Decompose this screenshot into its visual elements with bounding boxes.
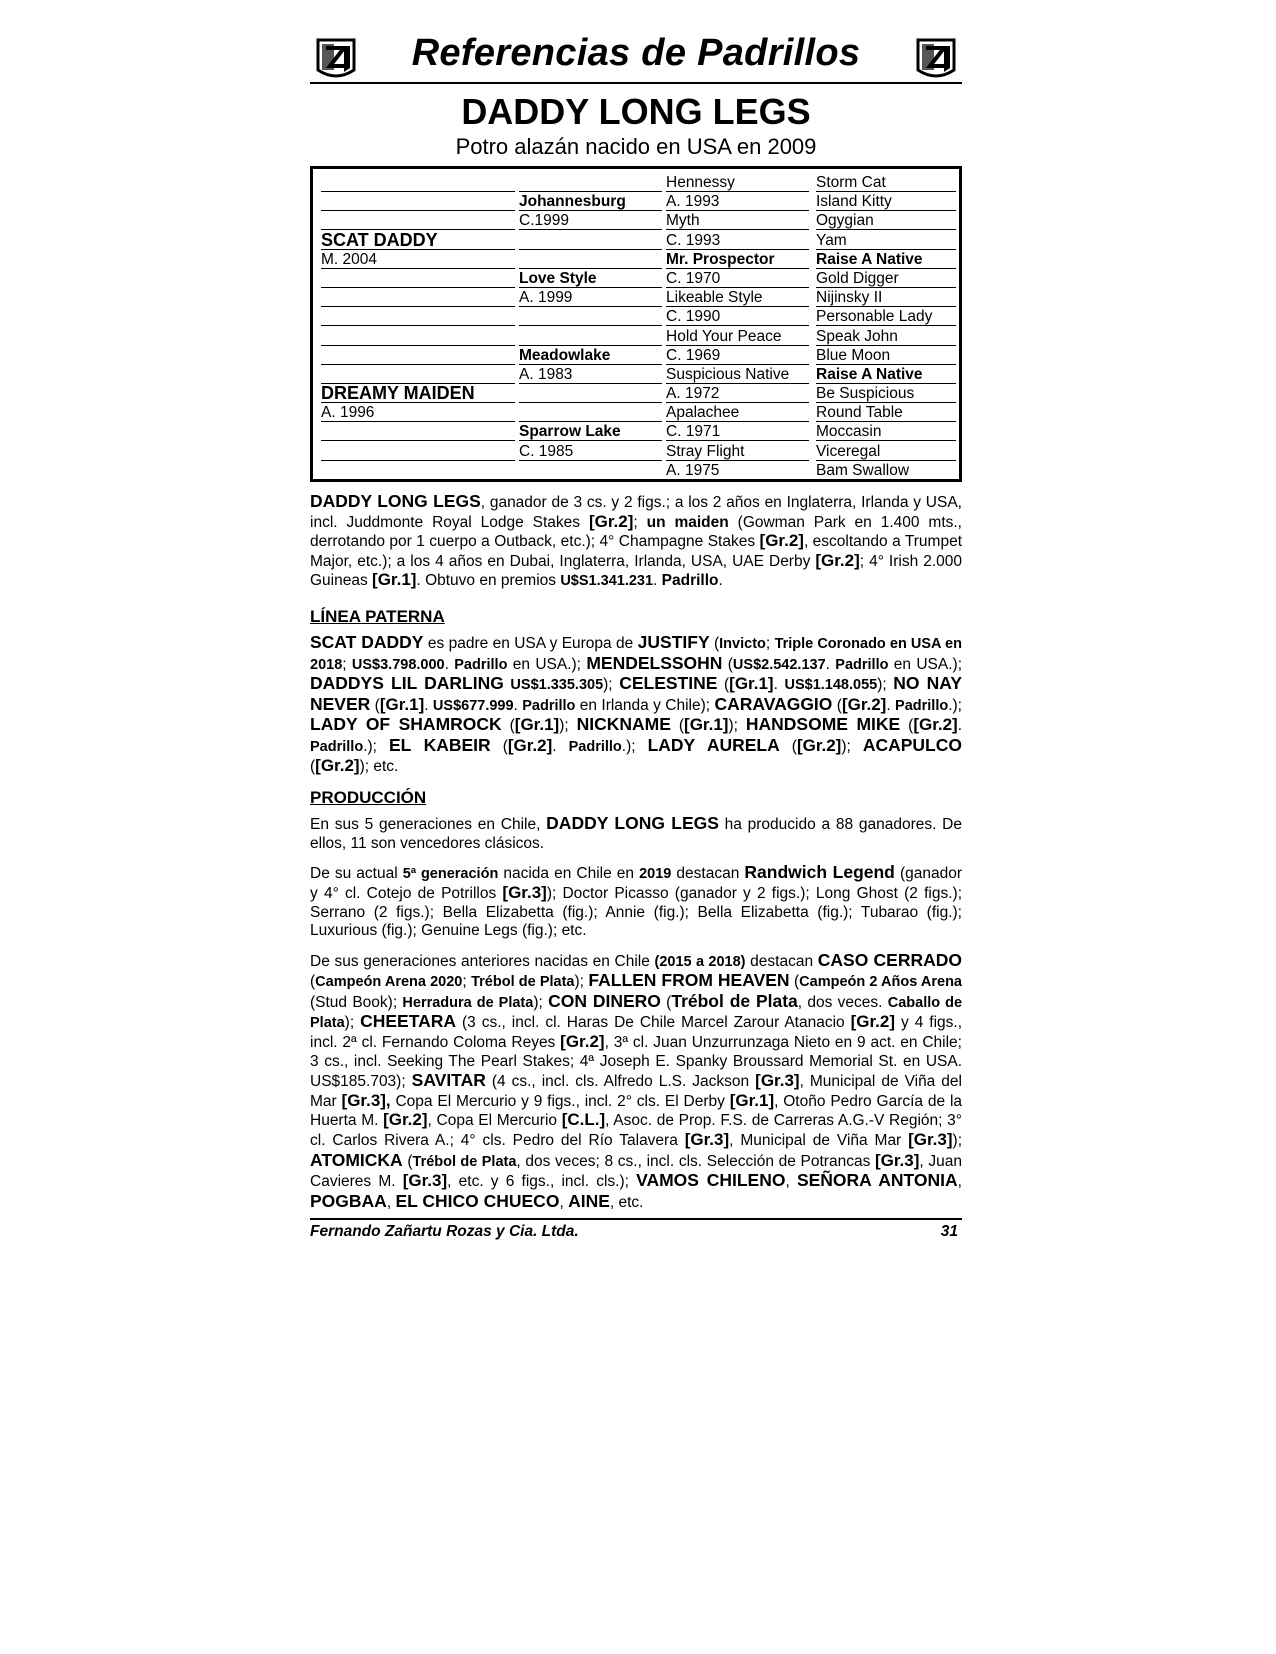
production-paragraph-3: De sus generaciones anteriores nacidas en Chile (2015 a 2018) destacan CASO CERRADO (Campeón Arena 2020; Trébol de Plata); FALLEN FROM HEAVEN (Campeón 2 Años Arena (Stud Book); Herradura de Plata); CON DINERO (Trébol de Plata, dos veces. Caballo de Plata); CHEETARA (3 cs., incl. cl. Haras De Chile Marcel Zarour Atanacio [Gr.2] y 4 figs., incl. 2ª cl. Fernando Coloma Reyes [Gr.2], 3ª cl. Juan Unzurrunzaga Nieto en 9 act. en Chile; 3 cs., incl. Seeking The Pearl Stakes; 4ª Joseph E. Spanky Broussard Memorial St. en USA. US$185.703); SAVITAR (4 cs., incl. cls. Alfredo L.S. Jackson [Gr.3], Municipal de Viña del Mar [Gr.3], Copa El Mercurio y 9 figs., incl. 2° cls. El Derby [Gr.1], Otoño Pedro García de la Huerta M. [Gr.2], Copa El Mercurio [C.L.], Asoc. de Prop. F.S. de Carreras A.G.-V Región; 3° cl. Carlos Rivera A.; 4° cls. Pedro del Río Talavera [Gr.3], Municipal de Viña Mar [Gr.3]); ATOMICKA (Trébol de Plata, dos veces; 8 cs., incl. cls. Selección de Potrancas [Gr.3], Juan Cavieres M. [Gr.3], etc. y 6 figs., incl. cls.); VAMOS CHILENO, SEÑORA ANTONIA, POGBAA, EL CHICO CHUECO, AINE, etc. xyxy=(310,949,963,1211)
pedigree-cell xyxy=(519,307,662,326)
paternal-line-heading: LÍNEA PATERNA xyxy=(310,606,445,626)
pedigree-cell xyxy=(321,269,515,288)
pedigree-row xyxy=(317,461,955,480)
pedigree-cell: Stray Flight xyxy=(666,442,809,461)
pedigree-cell: Raise A Native xyxy=(816,250,956,269)
pedigree-row xyxy=(317,250,955,269)
pedigree-row xyxy=(317,269,955,288)
page-header xyxy=(310,30,962,84)
pedigree-cell xyxy=(321,327,515,346)
pedigree-cell: M. 2004 xyxy=(321,250,515,269)
pedigree-cell: Hold Your Peace xyxy=(666,327,809,346)
pedigree-cell xyxy=(321,192,515,211)
pedigree-cell xyxy=(519,327,662,346)
pedigree-cell xyxy=(321,346,515,365)
pedigree-cell xyxy=(321,173,515,192)
pedigree-cell: Mr. Prospector xyxy=(666,250,809,269)
pedigree-cell: Personable Lady xyxy=(816,307,956,326)
pedigree-row xyxy=(317,365,955,384)
pedigree-cell: A. 1996 xyxy=(321,403,515,422)
pedigree-cell: Ogygian xyxy=(816,211,956,230)
pedigree-row xyxy=(317,211,955,230)
pedigree-cell: Sparrow Lake xyxy=(519,422,662,441)
pedigree-cell: Bam Swallow xyxy=(816,461,956,480)
pedigree-cell xyxy=(321,422,515,441)
pedigree-cell xyxy=(519,384,662,403)
paternal-line-paragraph: SCAT DADDY es padre en USA y Europa de JUSTIFY (Invicto; Triple Coronado en USA en 2018; US$3.798.000. Padrillo en USA.); MENDELSSOHN (US$2.542.137. Padrillo en USA.); DADDYS LIL DARLING US$1.335.305); CELESTINE ([Gr.1]. US$1.148.055); NO NAY NEVER ([Gr.1]. US$677.999. Padrillo en Irlanda y Chile); CARAVAGGIO ([Gr.2]. Padrillo.); LADY OF SHAMROCK ([Gr.1]); NICKNAME ([Gr.1]); HANDSOME MIKE ([Gr.2]. Padrillo.); EL KABEIR ([Gr.2]. Padrillo.); LADY AURELA ([Gr.2]); ACAPULCO ([Gr.2]); etc. xyxy=(310,631,963,775)
pedigree-cell xyxy=(321,211,515,230)
company-name: Fernando Zañartu Rozas y Cia. Ltda. xyxy=(310,1223,579,1241)
document-page xyxy=(310,30,962,1243)
production-paragraph-1: En sus 5 generaciones en Chile, DADDY LONG LEGS ha producido a 88 ganadores. De ellos, 11 son vencedores clásicos. xyxy=(310,813,962,852)
zr-logo-icon xyxy=(914,36,958,82)
pedigree-cell: C. 1971 xyxy=(666,422,809,441)
pedigree-cell: Moccasin xyxy=(816,422,956,441)
pedigree-cell: Storm Cat xyxy=(816,173,956,192)
pedigree-cell xyxy=(321,307,515,326)
pedigree-row xyxy=(317,403,955,422)
pedigree-cell: A. 1993 xyxy=(666,192,809,211)
pedigree-cell: A. 1972 xyxy=(666,384,809,403)
pedigree-cell: SCAT DADDY xyxy=(321,231,515,250)
pedigree-cell: Viceregal xyxy=(816,442,956,461)
pedigree-cell: A. 1999 xyxy=(519,288,662,307)
horse-name: DADDY LONG LEGS xyxy=(461,91,811,132)
pedigree-cell: Johannesburg xyxy=(519,192,662,211)
pedigree-cell: Suspicious Native xyxy=(666,365,809,384)
pedigree-cell: Raise A Native xyxy=(816,365,956,384)
pedigree-row xyxy=(317,307,955,326)
production-paragraph-2: De su actual 5ª generación nacida en Chile en 2019 destacan Randwich Legend (ganador y 4° cl. Cotejo de Potrillos [Gr.3]); Doctor Picasso (ganador y 2 figs.); Long Ghost (2 figs.); Serrano (2 figs.); Bella Elizabetta (fig.); Annie (fig.); Bella Elizabetta (fig.); Tubarao (fig.); Luxurious (fig.); Genuine Legs (fig.); etc. xyxy=(310,862,962,940)
pedigree-cell: A. 1975 xyxy=(666,461,809,480)
pedigree-row xyxy=(317,384,955,403)
pedigree-row xyxy=(317,192,955,211)
pedigree-cell xyxy=(519,231,662,250)
pedigree-cell: Love Style xyxy=(519,269,662,288)
pedigree-row xyxy=(317,173,955,192)
pedigree-row xyxy=(317,327,955,346)
pedigree-cell: Myth xyxy=(666,211,809,230)
pedigree-cell: Gold Digger xyxy=(816,269,956,288)
pedigree-cell: C. 1969 xyxy=(666,346,809,365)
pedigree-cell: Yam xyxy=(816,231,956,250)
pedigree-cell: Meadowlake xyxy=(519,346,662,365)
page-footer xyxy=(310,1218,962,1243)
pedigree-row xyxy=(317,288,955,307)
pedigree-row xyxy=(317,346,955,365)
pedigree-row xyxy=(317,231,955,250)
pedigree-table xyxy=(310,166,962,482)
pedigree-cell: C. 1970 xyxy=(666,269,809,288)
pedigree-cell xyxy=(519,173,662,192)
production-heading: PRODUCCIÓN xyxy=(310,788,427,808)
pedigree-cell: C. 1985 xyxy=(519,442,662,461)
pedigree-cell xyxy=(321,288,515,307)
pedigree-cell: Round Table xyxy=(816,403,956,422)
pedigree-cell: C. 1993 xyxy=(666,231,809,250)
pedigree-cell xyxy=(321,365,515,384)
pedigree-cell: Apalachee xyxy=(666,403,809,422)
pedigree-cell: Likeable Style xyxy=(666,288,809,307)
pedigree-row xyxy=(317,422,955,441)
pedigree-cell: A. 1983 xyxy=(519,365,662,384)
pedigree-cell xyxy=(519,461,662,480)
pedigree-row xyxy=(317,442,955,461)
pedigree-cell xyxy=(519,403,662,422)
pedigree-cell: Be Suspicious xyxy=(816,384,956,403)
pedigree-cell: Nijinsky II xyxy=(816,288,956,307)
pedigree-cell: Speak John xyxy=(816,327,956,346)
pedigree-cell: C.1999 xyxy=(519,211,662,230)
pedigree-cell: C. 1990 xyxy=(666,307,809,326)
page-number: 31 xyxy=(940,1223,958,1241)
pedigree-cell: DREAMY MAIDEN xyxy=(321,384,515,403)
pedigree-cell: Island Kitty xyxy=(816,192,956,211)
pedigree-cell xyxy=(519,250,662,269)
horse-description: Potro alazán nacido en USA en 2009 xyxy=(455,134,817,159)
pedigree-cell xyxy=(321,442,515,461)
summary-paragraph: DADDY LONG LEGS, ganador de 3 cs. y 2 figs.; a los 2 años en Inglaterra, Irlanda y USA, incl. Juddmonte Royal Lodge Stakes [Gr.2]; un maiden (Gowman Park en 1.400 mts., derrotando por 1 cuerpo a Outback, etc.); 4° Champagne Stakes [Gr.2], escoltando a Trumpet Major, etc.); a los 4 años en Dubai, Inglaterra, Irlanda, USA, UAE Derby [Gr.2]; 4° Irish 2.000 Guineas [Gr.1]. Obtuvo en premios U$S1.341.231. Padrillo. xyxy=(310,491,963,590)
pedigree-cell: Blue Moon xyxy=(816,346,956,365)
page-title: Referencias de Padrillos xyxy=(411,32,861,74)
pedigree-cell xyxy=(321,461,515,480)
pedigree-cell: Hennessy xyxy=(666,173,809,192)
